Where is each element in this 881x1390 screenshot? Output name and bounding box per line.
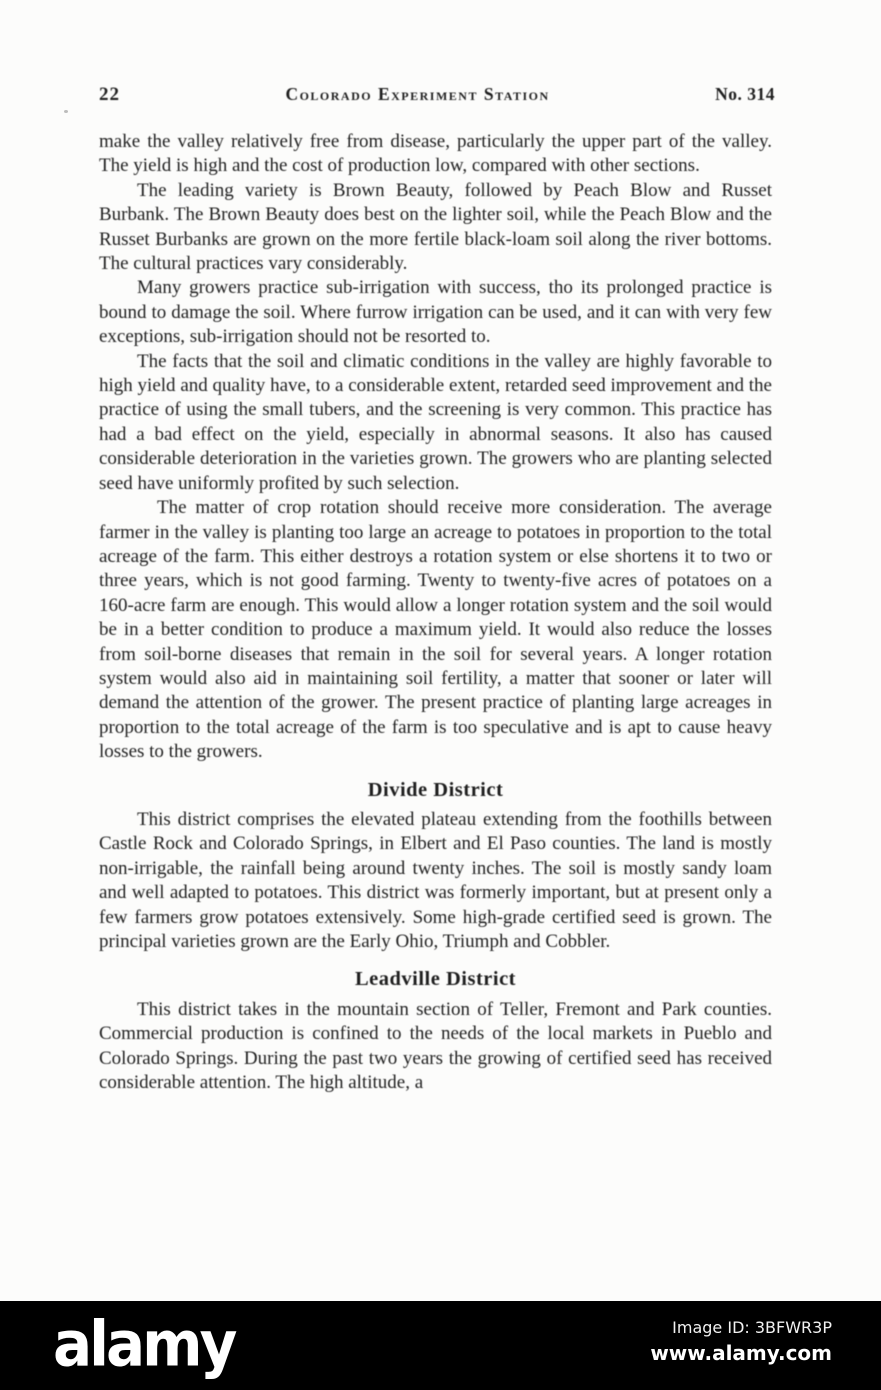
paragraph-crop-rotation: The matter of crop rotation should receive more consideration. The average farmer in the valley is planting too large an acreage to potatoes in proportion to the total acreage of the farm. This either destroys a rotation system or else shortens it to two or three years, which is not good farming. Twenty to twenty-five acres of potatoes on a 160-acre farm are enough. This would allow a longer rotation system and the soil would be in a better condition to produce a maximum yield. It would also reduce the losses from soil-borne diseases that remain in the soil for several years. A longer rotation system would also aid in maintaining soil fertility, a matter that sooner or later will demand the attention of the grower. The present practice of planting large acreages in proportion to the total acreage of the farm is too speculative and is apt to cause heavy losses to the growers. xyxy=(99,497,772,763)
paragraph-leadville-district: This district takes in the mountain section of Teller, Fremont and Park counties. Commercial production is confined to the needs of the local markets in Pueblo and Colorado Springs. During the past two years the growing of certified seed has received considerable attention. The high altitude, a xyxy=(99,998,772,1094)
section-heading-leadville-district: Leadville District xyxy=(354,968,516,991)
publication-title: Colorado Experiment Station xyxy=(285,84,550,104)
paragraph-sub-irrigation: Many growers practice sub-irrigation with success, tho its prolonged practice is bound to damage the soil. Where furrow irrigation can be used, and it can with very few exceptions, sub-irrigation should not be resorted to. xyxy=(99,277,772,348)
page-header xyxy=(99,84,775,106)
page-body xyxy=(99,130,772,1095)
alamy-url: www.alamy.com xyxy=(650,1341,832,1365)
paragraph-leading-varieties: The leading variety is Brown Beauty, followed by Peach Blow and Russet Burbank. The Brown Beauty does best on the lighter soil, while the Peach Blow and the Russet Burbanks are grown on the more fertile black-loam soil along the river bottoms. The cultural practices vary considerably. xyxy=(99,179,772,275)
paragraph-divide-district: This district comprises the elevated plateau extending from the foothills between Castle Rock and Colorado Springs, in Elbert and El Paso counties. The land is mostly non-irrigable, the rainfall being around twenty inches. The soil is mostly sandy loam and well adapted to potatoes. This district was formerly important, but at present only a few farmers grow potatoes extensively. Some high-grade certified seed is grown. The principal varieties grown are the Early Ohio, Triumph and Cobbler. xyxy=(99,808,772,952)
bulletin-number: No. 314 xyxy=(715,84,775,104)
alamy-logo: alamy xyxy=(53,1307,235,1381)
scan-artifact-speck xyxy=(64,110,68,113)
page-number: 22 xyxy=(99,84,120,105)
image-id-label: Image ID: 3BFWR3P xyxy=(672,1318,832,1337)
alamy-watermark-bar xyxy=(0,1301,881,1390)
section-heading-divide-district: Divide District xyxy=(367,778,504,801)
paragraph-intro-continuation: make the valley relatively free from disease, particularly the upper part of the valley. The yield is high and the cost of production low, compared with other sections. xyxy=(99,131,772,177)
watermark-info xyxy=(650,1318,832,1365)
paragraph-seed-improvement: The facts that the soil and climatic conditions in the valley are highly favorable to high yield and quality have, to a considerable extent, retarded seed improvement and the practice of using the small tubers, and the screening is very common. This practice has had a bad effect on the yield, especially in abnormal seasons. It also has caused considerable deterioration in the varieties grown. The growers who are planting selected seed have uniformly profited by such selection. xyxy=(99,350,772,494)
